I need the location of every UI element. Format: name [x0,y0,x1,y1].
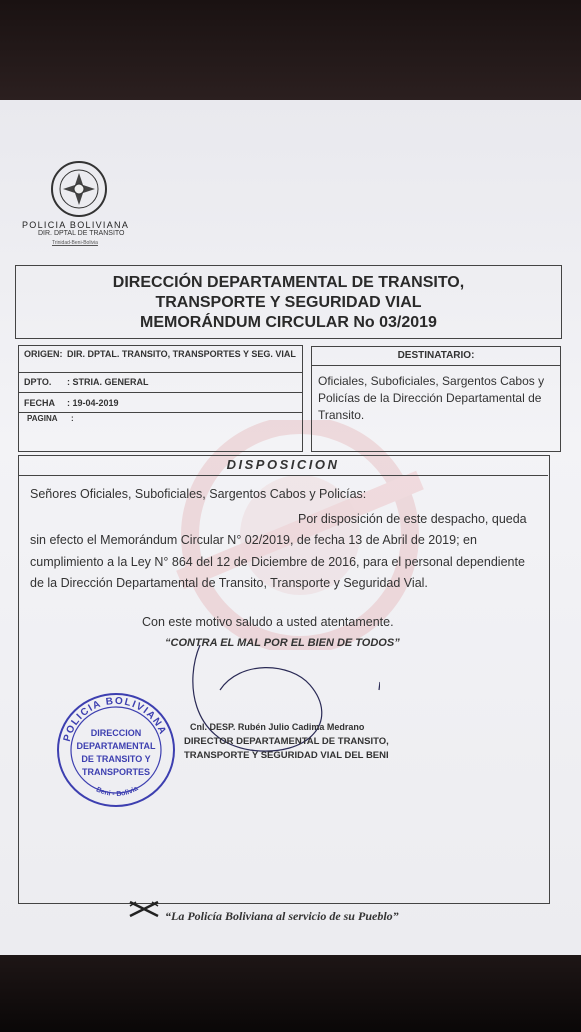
title-line-2: TRANSPORTE Y SEGURIDAD VIAL [155,294,422,311]
signer-title: TRANSPORTE Y SEGURIDAD VIAL DEL BENI [184,750,389,761]
paragraph-line: cumplimiento a la Ley N° 864 del 12 de Diciembre de 2016, para el personal dependiente [30,555,525,569]
pagina-value: : [71,414,74,423]
origin-box [18,345,303,452]
paragraph-line: Por disposición de este despacho, queda [298,512,527,526]
closing-text: Con este motivo saludo a usted atentamente. [142,615,394,629]
location-text: Trinidad-Beni-Bolivia [52,240,98,246]
photo-background-top [0,0,581,100]
motto-text: “CONTRA EL MAL POR EL BIEN DE TODOS” [165,637,400,649]
paragraph-line: de la Dirección Departamental de Transito, Transporte y Seguridad Vial. [30,576,428,590]
divider [18,475,548,476]
origen-value: DIR. DPTAL. TRANSITO, TRANSPORTES Y SEG. VIAL [67,349,296,359]
fecha-label: FECHA [24,398,55,408]
police-emblem-icon [50,160,108,218]
institution-name: POLICIA BOLIVIANA [22,220,130,230]
title-line-3: MEMORÁNDUM CIRCULAR No 03/2019 [140,314,437,331]
department-name: DIR. DPTAL DE TRANSITO [38,230,125,237]
origen-label: ORIGEN: [24,349,63,359]
disposition-title: DISPOSICION [226,457,340,472]
recipient-box [311,346,561,452]
divider [19,392,302,393]
stamp-line: DIRECCION [90,728,142,738]
recipient-text: Oficiales, Suboficiales, Sargentos Cabos y Policías de la Dirección Departamental de Transito. [318,374,545,422]
recipient-label: DESTINATARIO: [312,347,560,366]
fecha-value: : 19-04-2019 [67,398,119,408]
stamp-line: DE TRANSITO Y [81,754,151,764]
paragraph-line: sin efecto el Memorándum Circular N° 02/2019, de fecha 13 de Abril de 2019; en [30,533,477,547]
pagina-label: PAGINA [27,414,58,423]
signer-title: DIRECTOR DEPARTAMENTAL DE TRANSITO, [184,736,389,747]
divider [19,372,302,373]
footer-slogan: “La Policía Boliviana al servicio de su Pueblo” [165,909,399,923]
stamp-line: TRANSPORTES [81,767,150,777]
divider [19,412,302,413]
dpto-label: DPTO. [24,377,52,387]
svg-text:Beni - Bolivia [95,785,140,798]
title-line-1: DIRECCIÓN DEPARTAMENTAL DE TRANSITO, [112,274,465,291]
greeting-text: Señores Oficiales, Suboficiales, Sargentos Cabos y Policías: [30,487,367,501]
official-stamp [55,690,177,810]
signer-name: Cnl. DESP. Rubén Julio Cadima Medrano [190,722,365,732]
stamp-ring-top: POLICIA BOLIVIANA [61,695,169,743]
title-box [15,265,562,339]
photo-background-bottom [0,955,581,1032]
stamp-ring-bottom: Beni - Bolivia [94,785,140,799]
crossed-swords-icon [128,900,160,918]
stamp-line: DEPARTAMENTAL [76,741,156,751]
dpto-value: : STRIA. GENERAL [67,377,149,387]
